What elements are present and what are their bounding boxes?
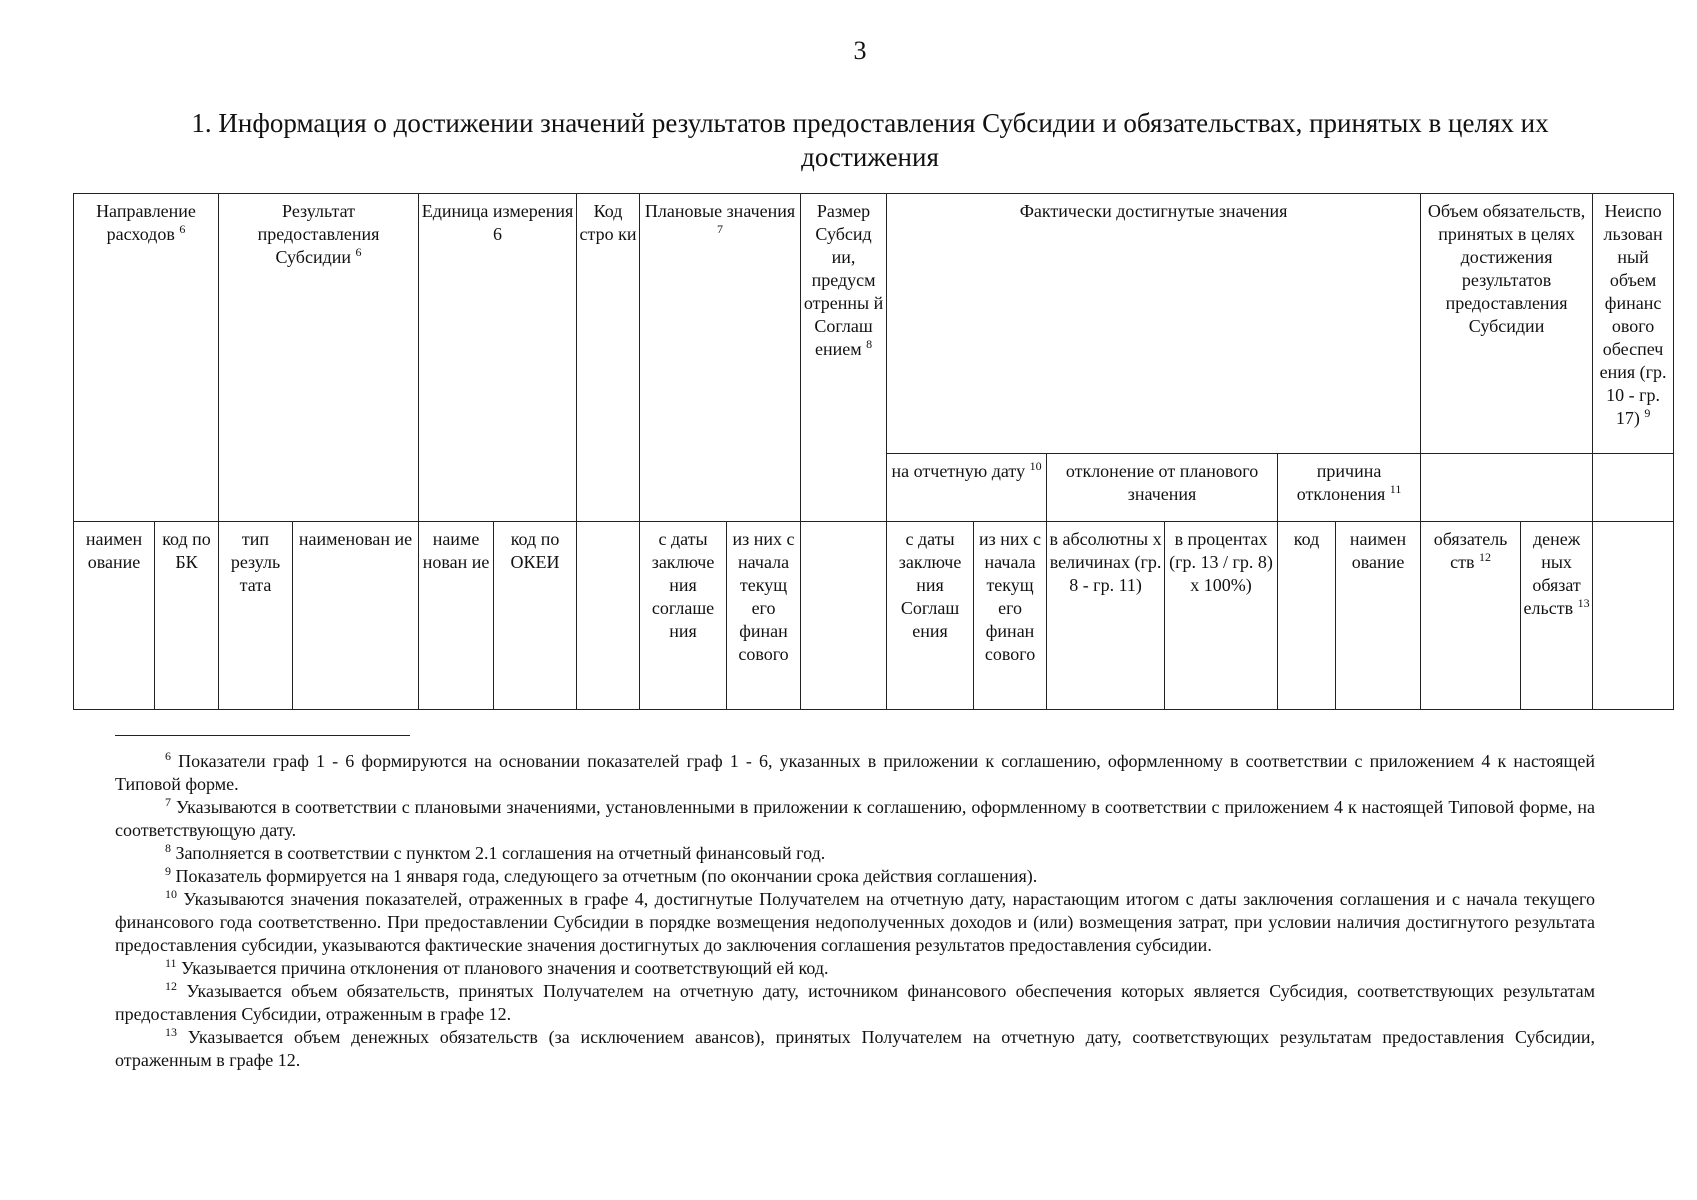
col-money-obligations: денеж ных обязат ельств $^{13}$ bbox=[1521, 522, 1593, 710]
col-result-name: наименован ие bbox=[293, 522, 419, 710]
report-table bbox=[73, 193, 1674, 710]
col-okei-code: код по ОКЕИ bbox=[494, 522, 577, 710]
header-on-date: на отчетную дату $^{10}$ bbox=[887, 454, 1047, 522]
header-actual: Фактически достигнутые значения bbox=[887, 194, 1421, 454]
header-unused: Неиспо льзован ный объем финанс ового обеспеч ения (гр. 10 - гр. 17) $^9$ bbox=[1593, 194, 1674, 454]
footnote-6: $^6$ Показатели граф 1 - 6 формируются на основании показателей граф 1 - 6, указанных в приложении к соглашению, оформленному в соответствии с приложением 4 к настоящей Типовой форме. bbox=[115, 749, 1595, 794]
col-unused-blank bbox=[1593, 522, 1674, 710]
footnote-separator bbox=[115, 735, 410, 736]
footnote-7: $^7$ Указываются в соответствии с плановыми значениями, установленными в приложении к соглашению, оформленному в соответствии с приложением 4 к настоящей Типовой форме, на соответствующую дату. bbox=[115, 795, 1596, 840]
col-deviation-percent: в процентах (гр. 13 / гр. 8) х 100%) bbox=[1165, 522, 1278, 710]
col-actual-current-year: из них с начала текущ его финан сового bbox=[974, 522, 1047, 710]
col-direction-name: наимен ование bbox=[74, 522, 155, 710]
col-result-type: тип резуль тата bbox=[219, 522, 293, 710]
col-plan-from-agreement: с даты заключе ния соглаше ния bbox=[640, 522, 727, 710]
col-bk-code: код по БК bbox=[155, 522, 219, 710]
col-deviation-absolute: в абсолютны х величинах (гр. 8 - гр. 11) bbox=[1047, 522, 1165, 710]
footnotes bbox=[115, 750, 1595, 1072]
header-plan: Плановые значения $^7$ bbox=[640, 194, 801, 522]
footnote-10: $^{10}$ Указываются значения показателей, отраженных в графе 4, достигнутые Получателем на отчетную дату, нарастающим итогом с даты заключения соглашения и с начала текущего финансового года соответственно. При предоставлении Субсидии в порядке возмещения недополученных доходов и (или) возмещения затрат, при условии наличия достигнутого результата предоставления субсидии, указываются фактические значения достигнутых до заключения соглашения результатов предоставления субсидии. bbox=[115, 887, 1595, 955]
header-direction: Направление расходов $^6$ bbox=[74, 194, 219, 522]
col-subsidy-size-blank bbox=[801, 522, 887, 710]
report-table-container bbox=[73, 193, 1667, 709]
footnote-13: $^{13}$ Указывается объем денежных обязательств (за исключением авансов), принятых Получателем на отчетную дату, соответствующих результатам предоставления Субсидии, отраженным в графе 12. bbox=[115, 1025, 1595, 1070]
header-deviation: отклонение от планового значения bbox=[1047, 454, 1278, 522]
page-number: 3 bbox=[853, 36, 867, 65]
col-obligations: обязатель ств $^{12}$ bbox=[1421, 522, 1521, 710]
header-result: Результат предоставления Субсидии $^6$ bbox=[219, 194, 419, 522]
col-row-code-blank bbox=[577, 522, 640, 710]
col-reason-name: наимен ование bbox=[1336, 522, 1421, 710]
footnote-11: $^{11}$ Указывается причина отклонения от планового значения и соответствующий ей код. bbox=[165, 956, 829, 978]
col-reason-code: код bbox=[1278, 522, 1336, 710]
col-plan-current-year: из них с начала текущ его финан сового bbox=[727, 522, 801, 710]
header-reason: причина отклонения $^{11}$ bbox=[1278, 454, 1421, 522]
header-unit: Единица измерения 6 bbox=[419, 194, 577, 522]
header-row-code: Код стро ки bbox=[577, 194, 640, 522]
section-title: 1. Информация о достижении значений результатов предоставления Субсидии и обязательствах, принятых в целях их достижения bbox=[191, 108, 1549, 172]
footnote-12: $^{12}$ Указывается объем обязательств, принятых Получателем на отчетную дату, источником финансового обеспечения которых является Субсидия, соответствующих результатам предоставления Субсидии, отраженным в графе 12. bbox=[115, 979, 1596, 1024]
header-obligations: Объем обязательств, принятых в целях достижения результатов предоставления Субсидии bbox=[1421, 194, 1593, 454]
footnote-8: $^8$ Заполняется в соответствии с пунктом 2.1 соглашения на отчетный финансовый год. bbox=[165, 841, 826, 863]
header-unused-blank bbox=[1593, 454, 1674, 522]
col-unit-name: наиме нован ие bbox=[419, 522, 494, 710]
header-subsidy-size: Размер Субсид ии, предусм отренны й Соглаш ением $^8$ bbox=[801, 194, 887, 522]
col-actual-from-agreement: с даты заключе ния Соглаш ения bbox=[887, 522, 974, 710]
header-obligations-blank bbox=[1421, 454, 1593, 522]
footnote-9: $^9$ Показатель формируется на 1 января года, следующего за отчетным (по окончании срока действия соглашения). bbox=[165, 864, 1038, 886]
